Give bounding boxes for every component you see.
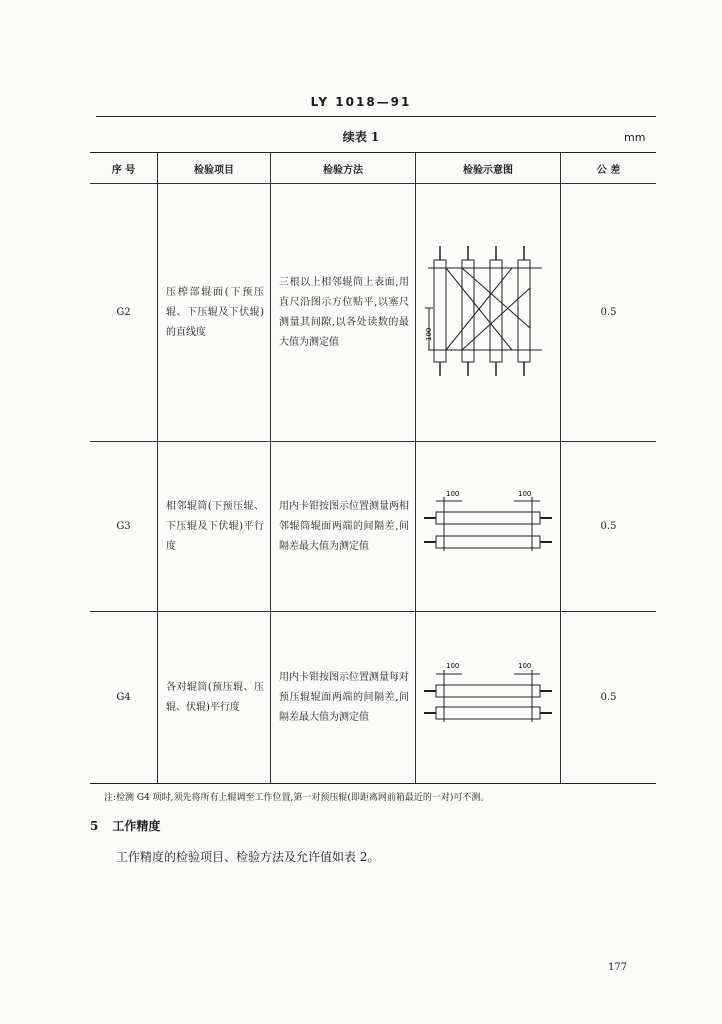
row-diagram bbox=[416, 184, 561, 442]
page-number: 177 bbox=[608, 962, 628, 973]
diagram-dimension-left: 100 bbox=[446, 661, 460, 670]
row-item: 压榨部辊面(下预压辊、下压辊及下伏辊)的直线度 bbox=[158, 184, 271, 442]
standard-number: LY 1018—91 bbox=[310, 95, 412, 109]
row-tolerance: 0.5 bbox=[561, 612, 657, 784]
table-note: 注:检测 G4 项时,须先将所有上辊调至工作位置,第一对预压辊(即距离网前箱最近的一对)可不测。 bbox=[104, 793, 490, 803]
row-diagram bbox=[416, 442, 561, 612]
diagram-dimension-label: 100 bbox=[425, 327, 433, 341]
table-caption: 续表 1 bbox=[342, 130, 380, 144]
col-header-method: 检验方法 bbox=[271, 153, 416, 184]
section-number: 5 bbox=[90, 819, 99, 833]
table-row bbox=[90, 184, 656, 442]
body-paragraph: 工作精度的检验项目、检验方法及允许值如表 2。 bbox=[116, 850, 380, 864]
col-header-tolerance: 公 差 bbox=[561, 153, 657, 184]
row-method: 用内卡钳按图示位置测量两相邻辊筒辊面两端的间隔差,间隔差最大值为测定值 bbox=[271, 442, 416, 612]
table-header-row bbox=[90, 153, 656, 184]
row-no: G2 bbox=[90, 184, 158, 442]
row-method: 三根以上相邻辊筒上表面,用直尺沿图示方位贴平,以塞尺测量其间隙,以各处读数的最大值为测定值 bbox=[271, 184, 416, 442]
row-diagram bbox=[416, 612, 561, 784]
col-header-item: 检验项目 bbox=[158, 153, 271, 184]
rollers-straightness-diagram bbox=[422, 238, 554, 388]
table-row bbox=[90, 442, 656, 612]
inspection-table bbox=[90, 152, 656, 784]
row-no: G3 bbox=[90, 442, 158, 612]
parallel-rollers-diagram bbox=[422, 487, 554, 567]
diagram-dimension-right: 100 bbox=[518, 489, 532, 498]
top-rule bbox=[96, 116, 656, 117]
section-heading bbox=[90, 817, 174, 834]
table-row bbox=[90, 612, 656, 784]
col-header-diagram: 检验示意图 bbox=[416, 153, 561, 184]
col-header-no: 序 号 bbox=[90, 153, 158, 184]
row-item: 各对辊筒(预压辊、压辊、伏辊)平行度 bbox=[158, 612, 271, 784]
table-unit: mm bbox=[624, 131, 646, 144]
row-no: G4 bbox=[90, 612, 158, 784]
section-title: 工作精度 bbox=[112, 819, 161, 833]
roller-pair-diagram bbox=[422, 658, 554, 738]
diagram-dimension-left: 100 bbox=[446, 489, 460, 498]
row-method: 用内卡钳按图示位置测量每对预压辊辊面两端的间隔差,间隔差最大值为测定值 bbox=[271, 612, 416, 784]
row-tolerance: 0.5 bbox=[561, 184, 657, 442]
diagram-dimension-right: 100 bbox=[518, 661, 532, 670]
row-item: 相邻辊筒(下预压辊、下压辊及下伏辊)平行度 bbox=[158, 442, 271, 612]
row-tolerance: 0.5 bbox=[561, 442, 657, 612]
